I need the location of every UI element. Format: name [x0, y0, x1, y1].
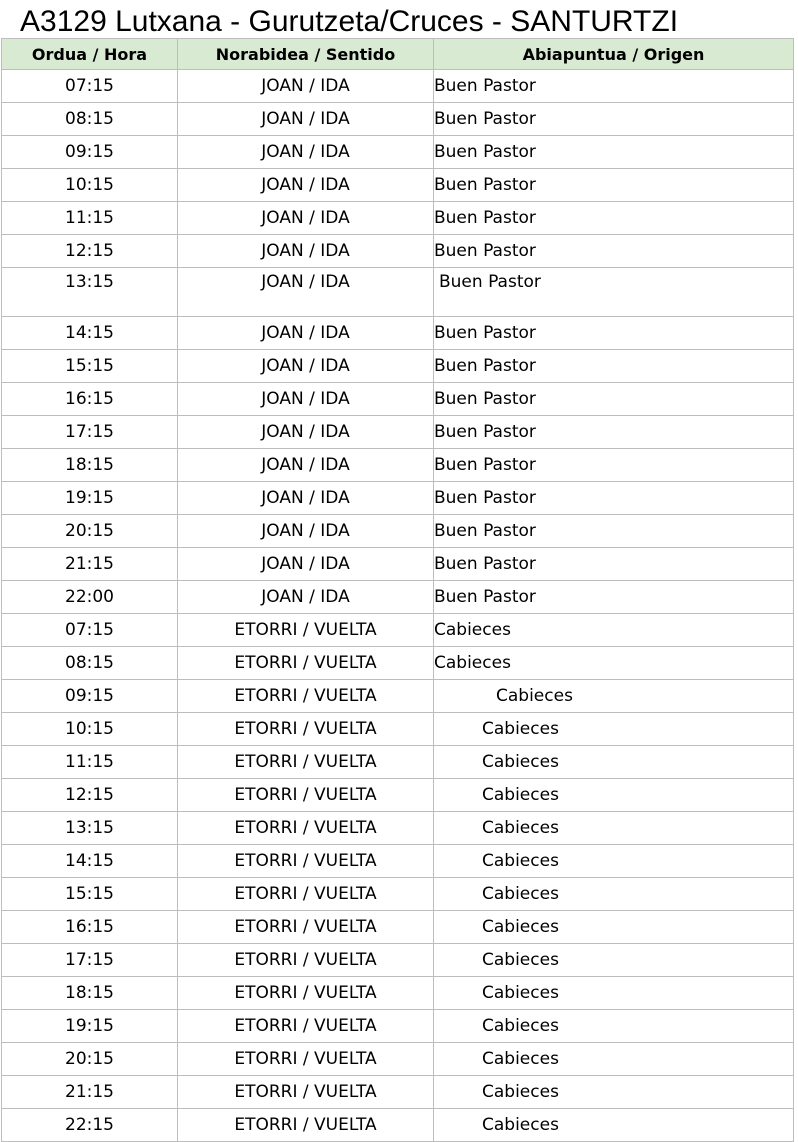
origin-cell: Cabieces [434, 911, 794, 944]
direction-cell: ETORRI / VUELTA [178, 713, 434, 746]
table-row [2, 317, 794, 350]
table-row [2, 779, 794, 812]
time-cell: 12:15 [2, 235, 178, 268]
table-row [2, 1076, 794, 1109]
direction-cell: JOAN / IDA [178, 169, 434, 202]
time-cell: 12:15 [2, 779, 178, 812]
origin-cell: Cabieces [434, 944, 794, 977]
time-cell: 13:15 [2, 268, 178, 317]
origin-cell: Buen Pastor [434, 235, 794, 268]
time-cell: 16:15 [2, 383, 178, 416]
direction-cell: JOAN / IDA [178, 70, 434, 103]
origin-cell: Cabieces [434, 1076, 794, 1109]
table-row [2, 911, 794, 944]
direction-cell: ETORRI / VUELTA [178, 680, 434, 713]
table-row [2, 482, 794, 515]
direction-cell: JOAN / IDA [178, 317, 434, 350]
direction-cell: JOAN / IDA [178, 482, 434, 515]
page-title: A3129 Lutxana - Gurutzeta/Cruces - SANTURTZI [20, 5, 679, 38]
origin-cell: Buen Pastor [434, 202, 794, 235]
direction-cell: JOAN / IDA [178, 548, 434, 581]
origin-cell: Cabieces [434, 878, 794, 911]
table-row [2, 845, 794, 878]
origin-cell: Cabieces [434, 614, 794, 647]
origin-cell: Buen Pastor [434, 383, 794, 416]
time-cell: 11:15 [2, 202, 178, 235]
origin-cell: Buen Pastor [434, 416, 794, 449]
table-row [2, 515, 794, 548]
time-cell: 07:15 [2, 614, 178, 647]
time-cell: 08:15 [2, 103, 178, 136]
direction-cell: ETORRI / VUELTA [178, 878, 434, 911]
origin-cell: Buen Pastor [434, 515, 794, 548]
table-row [2, 647, 794, 680]
origin-cell: Buen Pastor [434, 136, 794, 169]
time-cell: 20:15 [2, 1043, 178, 1076]
header-direction: Norabidea / Sentido [178, 39, 434, 70]
time-cell: 13:15 [2, 812, 178, 845]
table-row [2, 1010, 794, 1043]
origin-cell: Buen Pastor [434, 317, 794, 350]
direction-cell: ETORRI / VUELTA [178, 812, 434, 845]
origin-cell: Cabieces [434, 779, 794, 812]
time-cell: 22:00 [2, 581, 178, 614]
time-cell: 14:15 [2, 845, 178, 878]
direction-cell: ETORRI / VUELTA [178, 1076, 434, 1109]
table-row [2, 350, 794, 383]
origin-cell: Buen Pastor [434, 548, 794, 581]
origin-cell: Cabieces [434, 647, 794, 680]
time-cell: 17:15 [2, 944, 178, 977]
time-cell: 17:15 [2, 416, 178, 449]
table-row [2, 169, 794, 202]
origin-cell: Cabieces [434, 746, 794, 779]
table-row [2, 614, 794, 647]
origin-cell: Cabieces [434, 845, 794, 878]
time-cell: 09:15 [2, 680, 178, 713]
origin-cell: Cabieces [434, 680, 794, 713]
table-row [2, 713, 794, 746]
origin-cell: Cabieces [434, 1109, 794, 1142]
direction-cell: JOAN / IDA [178, 383, 434, 416]
direction-cell: JOAN / IDA [178, 515, 434, 548]
header-origin: Abiapuntua / Origen [434, 39, 794, 70]
direction-cell: ETORRI / VUELTA [178, 1043, 434, 1076]
table-row [2, 878, 794, 911]
table-row [2, 235, 794, 268]
time-cell: 18:15 [2, 977, 178, 1010]
time-cell: 08:15 [2, 647, 178, 680]
direction-cell: JOAN / IDA [178, 103, 434, 136]
time-cell: 18:15 [2, 449, 178, 482]
origin-cell: Buen Pastor [434, 268, 794, 317]
direction-cell: ETORRI / VUELTA [178, 1109, 434, 1142]
origin-cell: Cabieces [434, 1043, 794, 1076]
origin-cell: Buen Pastor [434, 103, 794, 136]
table-row [2, 812, 794, 845]
table-row [2, 70, 794, 103]
table-row [2, 1109, 794, 1142]
origin-cell: Buen Pastor [434, 350, 794, 383]
origin-cell: Cabieces [434, 977, 794, 1010]
direction-cell: JOAN / IDA [178, 268, 434, 317]
time-cell: 20:15 [2, 515, 178, 548]
origin-cell: Buen Pastor [434, 482, 794, 515]
direction-cell: JOAN / IDA [178, 416, 434, 449]
table-row [2, 977, 794, 1010]
time-cell: 15:15 [2, 350, 178, 383]
table-row [2, 548, 794, 581]
origin-cell: Buen Pastor [434, 169, 794, 202]
origin-cell: Cabieces [434, 812, 794, 845]
time-cell: 15:15 [2, 878, 178, 911]
direction-cell: JOAN / IDA [178, 136, 434, 169]
direction-cell: JOAN / IDA [178, 581, 434, 614]
time-cell: 11:15 [2, 746, 178, 779]
table-row [2, 1043, 794, 1076]
table-row [2, 581, 794, 614]
direction-cell: ETORRI / VUELTA [178, 911, 434, 944]
origin-cell: Buen Pastor [434, 581, 794, 614]
direction-cell: ETORRI / VUELTA [178, 746, 434, 779]
direction-cell: ETORRI / VUELTA [178, 647, 434, 680]
time-cell: 14:15 [2, 317, 178, 350]
time-cell: 07:15 [2, 70, 178, 103]
direction-cell: JOAN / IDA [178, 202, 434, 235]
table-row [2, 383, 794, 416]
table-row [2, 202, 794, 235]
table-row [2, 268, 794, 317]
time-cell: 21:15 [2, 548, 178, 581]
direction-cell: JOAN / IDA [178, 449, 434, 482]
origin-cell: Buen Pastor [434, 449, 794, 482]
table-header-row [2, 39, 794, 70]
time-cell: 09:15 [2, 136, 178, 169]
time-cell: 10:15 [2, 169, 178, 202]
table-row [2, 449, 794, 482]
table-row [2, 680, 794, 713]
origin-cell: Cabieces [434, 713, 794, 746]
time-cell: 21:15 [2, 1076, 178, 1109]
direction-cell: JOAN / IDA [178, 235, 434, 268]
table-row [2, 103, 794, 136]
table-row [2, 416, 794, 449]
schedule-table [1, 38, 794, 1142]
direction-cell: ETORRI / VUELTA [178, 977, 434, 1010]
time-cell: 19:15 [2, 1010, 178, 1043]
time-cell: 19:15 [2, 482, 178, 515]
direction-cell: ETORRI / VUELTA [178, 1010, 434, 1043]
table-row [2, 746, 794, 779]
origin-cell: Buen Pastor [434, 70, 794, 103]
table-row [2, 136, 794, 169]
time-cell: 10:15 [2, 713, 178, 746]
direction-cell: ETORRI / VUELTA [178, 614, 434, 647]
direction-cell: ETORRI / VUELTA [178, 845, 434, 878]
schedule-rows [2, 70, 794, 1142]
header-time: Ordua / Hora [2, 39, 178, 70]
time-cell: 16:15 [2, 911, 178, 944]
time-cell: 22:15 [2, 1109, 178, 1142]
table-row [2, 944, 794, 977]
direction-cell: ETORRI / VUELTA [178, 779, 434, 812]
origin-cell: Cabieces [434, 1010, 794, 1043]
direction-cell: ETORRI / VUELTA [178, 944, 434, 977]
direction-cell: JOAN / IDA [178, 350, 434, 383]
